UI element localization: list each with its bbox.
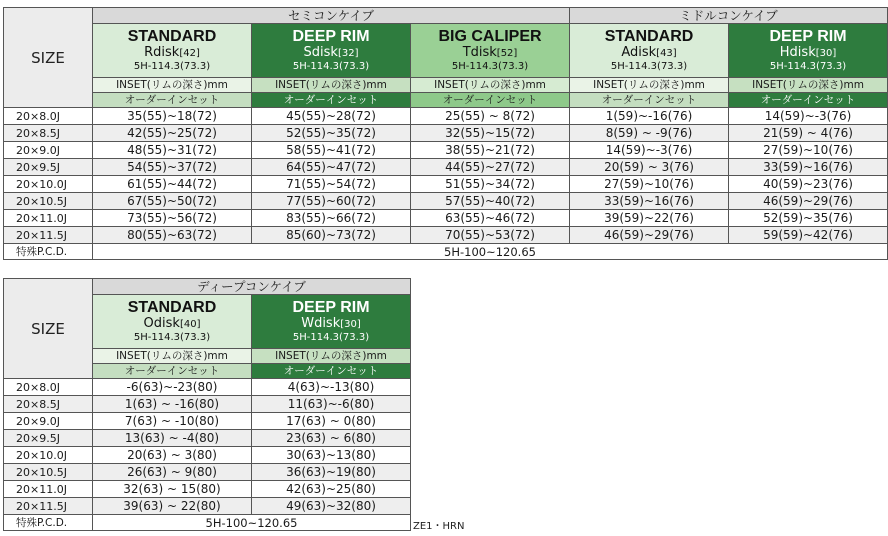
table-cell: 58(55)~41(72) (252, 142, 411, 159)
table-cell: 73(55)~56(72) (93, 210, 252, 227)
table-cell: 45(55)~28(72) (252, 108, 411, 125)
row-size: 20×9.5J (4, 430, 93, 447)
table-cell: 35(55)~18(72) (93, 108, 252, 125)
col-code: [30] (815, 48, 837, 59)
col-code: [40] (179, 319, 201, 330)
order-inset-label: オーダーインセット (729, 93, 888, 108)
row-size: 20×11.5J (4, 498, 93, 515)
table-cell: 67(55)~50(72) (93, 193, 252, 210)
row-size: 20×10.5J (4, 193, 93, 210)
row-size: 20×8.0J (4, 379, 93, 396)
table-cell: 8(59) ~ -9(76) (570, 125, 729, 142)
table-cell: 27(59)~10(76) (729, 142, 888, 159)
row-size: 20×8.5J (4, 125, 93, 142)
table-cell: 71(55)~54(72) (252, 176, 411, 193)
col-code: [32] (337, 48, 359, 59)
col-disk: Adisk (621, 45, 657, 60)
table-cell: 4(63)~-13(80) (252, 379, 411, 396)
col-header-wdisk (252, 295, 411, 349)
group-header-deep-concave: ディープコンケイブ (93, 279, 411, 295)
pcd-row (4, 515, 411, 531)
table-cell: 36(63)~19(80) (252, 464, 411, 481)
table-row (4, 142, 888, 159)
table-cell: 59(59)~42(76) (729, 227, 888, 244)
col-code: [52] (496, 48, 518, 59)
col-pcd: 5H-114.3(73.3) (610, 61, 688, 72)
table-cell: 7(63) ~ -10(80) (93, 413, 252, 430)
table-row (4, 159, 888, 176)
col-disk: Rdisk (144, 45, 180, 60)
table-row (4, 413, 411, 430)
table-cell: 33(59)~16(76) (570, 193, 729, 210)
table-cell: 51(55)~34(72) (411, 176, 570, 193)
table-cell: 39(63) ~ 22(80) (93, 498, 252, 515)
pcd-label: 特殊P.C.D. (4, 515, 93, 531)
table-row (4, 498, 411, 515)
table-cell: 14(59)~-3(76) (570, 142, 729, 159)
col-pcd: 5H-114.3(73.3) (292, 61, 370, 72)
col-header-tdisk (411, 24, 570, 78)
table-cell: 83(55)~66(72) (252, 210, 411, 227)
col-header-odisk (93, 295, 252, 349)
col-name: DEEP RIM (292, 299, 370, 316)
table-cell: 85(60)~73(72) (252, 227, 411, 244)
group-header-semi-concave: セミコンケイブ (93, 8, 570, 24)
table-row (4, 379, 411, 396)
table-cell: -6(63)~-23(80) (93, 379, 252, 396)
table-row (4, 125, 888, 142)
size-header: SIZE (4, 8, 93, 108)
col-disk: Sdisk (303, 45, 338, 60)
col-code: [30] (340, 319, 361, 330)
inset-table-semi-middle-concave (3, 7, 888, 260)
row-size: 20×11.5J (4, 227, 93, 244)
inset-label: INSET(リムの深さ)mm (252, 78, 411, 93)
table-cell: 32(63) ~ 15(80) (93, 481, 252, 498)
table-cell: 26(63) ~ 9(80) (93, 464, 252, 481)
table-cell: 27(59)~10(76) (570, 176, 729, 193)
table-cell: 1(63) ~ -16(80) (93, 396, 252, 413)
row-size: 20×11.0J (4, 210, 93, 227)
order-inset-label: オーダーインセット (411, 93, 570, 108)
col-name: DEEP RIM (769, 28, 847, 45)
inset-label: INSET(リムの深さ)mm (93, 78, 252, 93)
group-header-middle-concave: ミドルコンケイブ (570, 8, 888, 24)
col-header-sdisk (252, 24, 411, 78)
order-inset-label: オーダーインセット (570, 93, 729, 108)
pcd-label: 特殊P.C.D. (4, 244, 93, 260)
col-disk: Tdisk (462, 45, 497, 60)
table-cell: 20(59) ~ 3(76) (570, 159, 729, 176)
table-cell: 42(63)~25(80) (252, 481, 411, 498)
inset-label: INSET(リムの深さ)mm (570, 78, 729, 93)
col-pcd: 5H-114.3(73.3) (451, 61, 529, 72)
table-cell: 17(63) ~ 0(80) (252, 413, 411, 430)
row-size: 20×10.0J (4, 447, 93, 464)
row-size: 20×8.5J (4, 396, 93, 413)
row-size: 20×9.0J (4, 142, 93, 159)
model-note: ZE1・HRN (413, 521, 465, 532)
row-size: 20×9.5J (4, 159, 93, 176)
table-cell: 23(63) ~ 6(80) (252, 430, 411, 447)
table-cell: 25(55) ~ 8(72) (411, 108, 570, 125)
col-name: BIG CALIPER (438, 28, 542, 45)
col-header-adisk (570, 24, 729, 78)
table-row (4, 193, 888, 210)
table-row (4, 396, 411, 413)
table-cell: 61(55)~44(72) (93, 176, 252, 193)
col-disk: Odisk (143, 316, 180, 331)
inset-label: INSET(リムの深さ)mm (93, 349, 252, 364)
table-cell: 64(55)~47(72) (252, 159, 411, 176)
table-cell: 38(55)~21(72) (411, 142, 570, 159)
inset-label: INSET(リムの深さ)mm (411, 78, 570, 93)
col-pcd: 5H-114.3(73.3) (133, 61, 211, 72)
table-cell: 20(63) ~ 3(80) (93, 447, 252, 464)
table-cell: 32(55)~15(72) (411, 125, 570, 142)
table-row (4, 210, 888, 227)
col-name: STANDARD (127, 299, 217, 316)
table-cell: 52(59)~35(76) (729, 210, 888, 227)
table-cell: 40(59)~23(76) (729, 176, 888, 193)
inset-label: INSET(リムの深さ)mm (252, 349, 411, 364)
table-row (4, 447, 411, 464)
inset-table-deep-concave (3, 278, 411, 531)
col-code: [42] (179, 48, 200, 59)
pcd-value: 5H-100~120.65 (93, 515, 411, 531)
table-row (4, 108, 888, 125)
table-cell: 63(55)~46(72) (411, 210, 570, 227)
table-row (4, 481, 411, 498)
table-cell: 21(59) ~ 4(76) (729, 125, 888, 142)
col-pcd: 5H-114.3(73.3) (292, 332, 370, 343)
table-cell: 52(55)~35(72) (252, 125, 411, 142)
table-cell: 54(55)~37(72) (93, 159, 252, 176)
row-size: 20×10.0J (4, 176, 93, 193)
table-cell: 46(59)~29(76) (729, 193, 888, 210)
table-cell: 33(59)~16(76) (729, 159, 888, 176)
col-disk: Hdisk (779, 45, 816, 60)
table-cell: 70(55)~53(72) (411, 227, 570, 244)
table-cell: 42(55)~25(72) (93, 125, 252, 142)
col-name: DEEP RIM (292, 28, 370, 45)
table-cell: 46(59)~29(76) (570, 227, 729, 244)
table-row (4, 430, 411, 447)
table-cell: 57(55)~40(72) (411, 193, 570, 210)
row-size: 20×10.5J (4, 464, 93, 481)
table-cell: 14(59)~-3(76) (729, 108, 888, 125)
table-cell: 30(63)~13(80) (252, 447, 411, 464)
table-cell: 80(55)~63(72) (93, 227, 252, 244)
col-header-rdisk (93, 24, 252, 78)
table-row (4, 464, 411, 481)
order-inset-label: オーダーインセット (252, 93, 411, 108)
row-size: 20×11.0J (4, 481, 93, 498)
size-header: SIZE (4, 279, 93, 379)
table-cell: 11(63)~-6(80) (252, 396, 411, 413)
pcd-row (4, 244, 888, 260)
table-cell: 44(55)~27(72) (411, 159, 570, 176)
table-row (4, 176, 888, 193)
col-pcd: 5H-114.3(73.3) (133, 332, 211, 343)
table-cell: 13(63) ~ -4(80) (93, 430, 252, 447)
table-cell: 48(55)~31(72) (93, 142, 252, 159)
col-code: [43] (656, 48, 677, 59)
inset-label: INSET(リムの深さ)mm (729, 78, 888, 93)
col-name: STANDARD (127, 28, 217, 45)
pcd-value: 5H-100~120.65 (93, 244, 888, 260)
order-inset-label: オーダーインセット (93, 93, 252, 108)
order-inset-label: オーダーインセット (252, 364, 411, 379)
table-cell: 49(63)~32(80) (252, 498, 411, 515)
col-header-hdisk (729, 24, 888, 78)
col-disk: Wdisk (301, 316, 341, 331)
row-size: 20×9.0J (4, 413, 93, 430)
order-inset-label: オーダーインセット (93, 364, 252, 379)
col-pcd: 5H-114.3(73.3) (769, 61, 847, 72)
row-size: 20×8.0J (4, 108, 93, 125)
table-cell: 1(59)~-16(76) (570, 108, 729, 125)
table-cell: 77(55)~60(72) (252, 193, 411, 210)
table-cell: 39(59)~22(76) (570, 210, 729, 227)
table-row (4, 227, 888, 244)
col-name: STANDARD (604, 28, 694, 45)
